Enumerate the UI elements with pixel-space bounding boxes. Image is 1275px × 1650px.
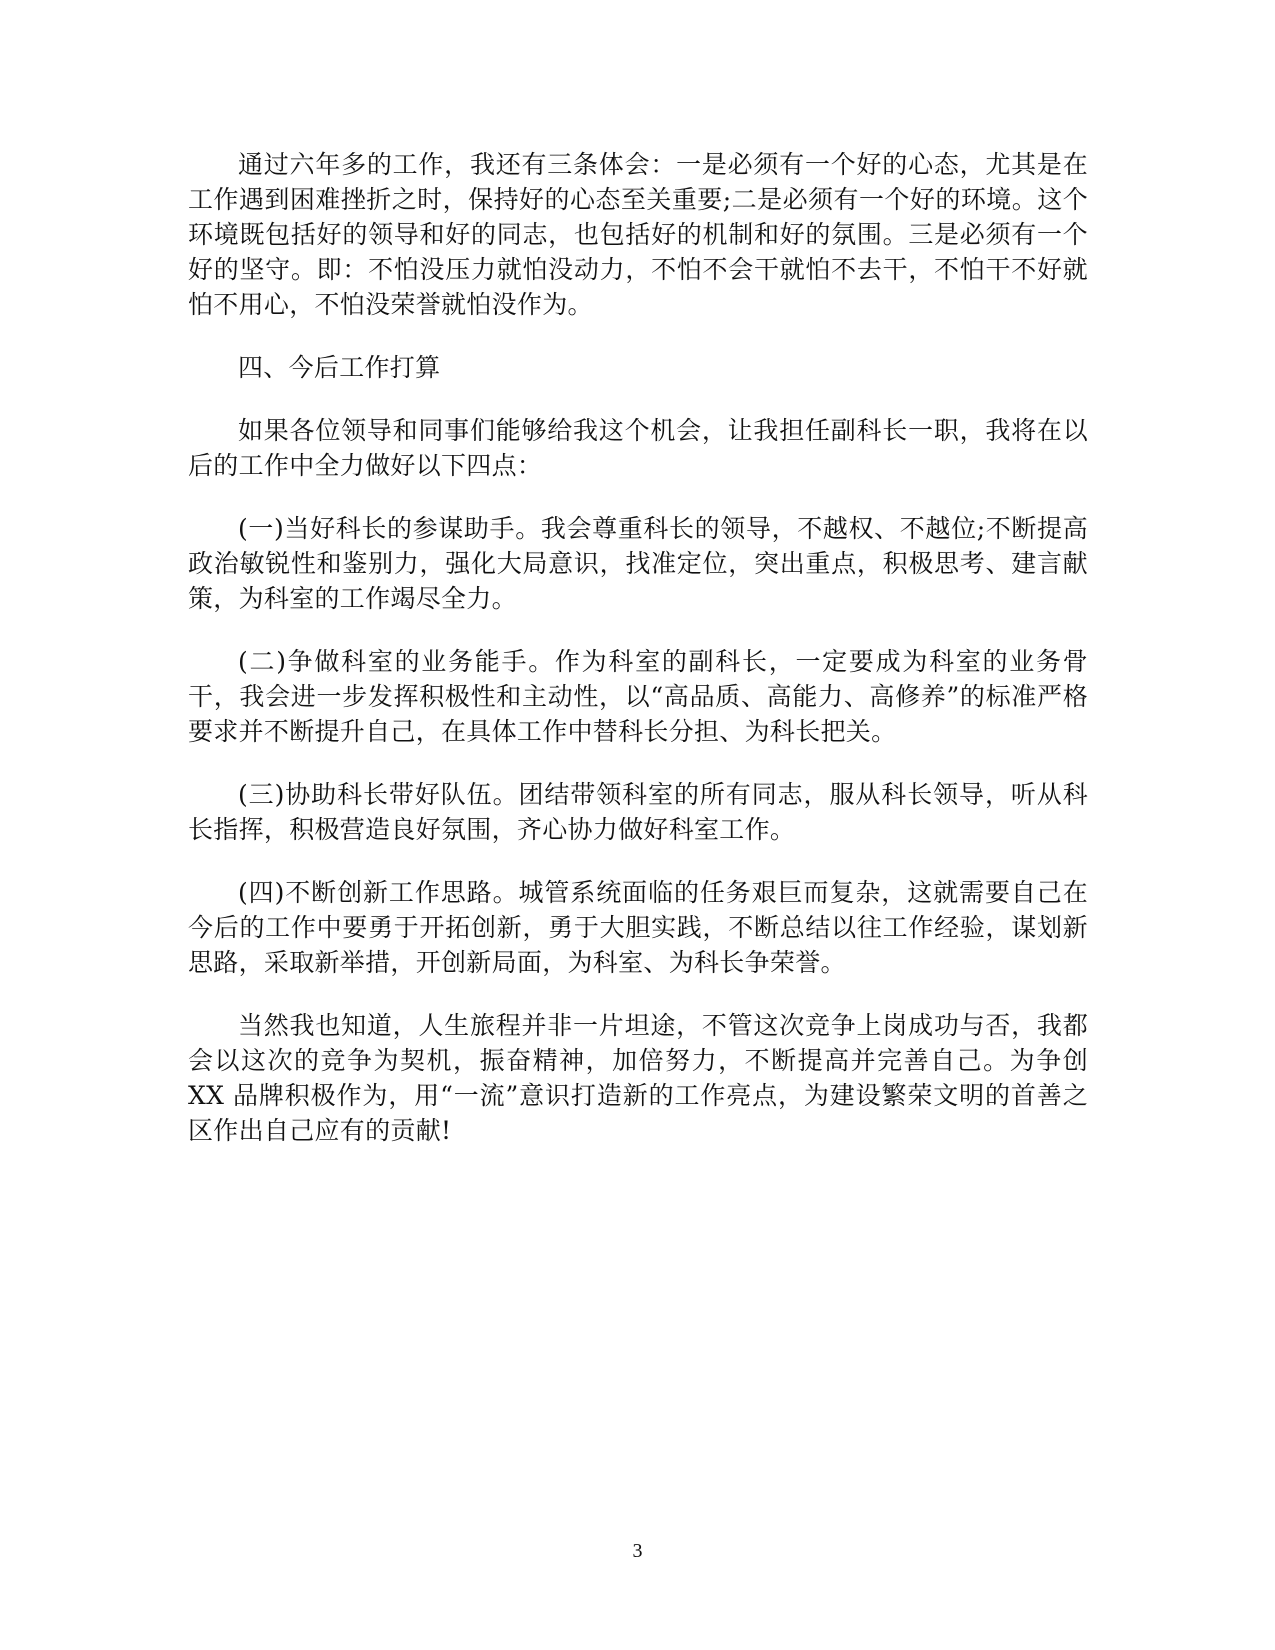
- paragraph-conclusion: 当然我也知道，人生旅程并非一片坦途，不管这次竞争上岗成功与否，我都会以这次的竞争为契机，振奋精神，加倍努力，不断提高并完善自己。为争创 XX 品牌积极作为，用“一流”意识打造新的工作亮点，为建设繁荣文明的首善之区作出自己应有的贡献!: [188, 1011, 1088, 1145]
- page-number: 3: [632, 1540, 643, 1562]
- paragraph-intro-plans: 如果各位领导和同事们能够给我这个机会，让我担任副科长一职，我将在以后的工作中全力做好以下四点：: [188, 416, 1088, 480]
- body-text: [188, 147, 1088, 1176]
- paragraph-point-two: (二)争做科室的业务能手。作为科室的副科长，一定要成为科室的业务骨干，我会进一步发挥积极性和主动性，以“高品质、高能力、高修养”的标准严格要求并不断提升自己，在具体工作中替科长分担、为科长把关。: [188, 647, 1088, 746]
- paragraph-point-four: (四)不断创新工作思路。城管系统面临的任务艰巨而复杂，这就需要自己在今后的工作中要勇于开拓创新，勇于大胆实践，不断总结以往工作经验，谋划新思路，采取新举措，开创新局面，为科室、为科长争荣誉。: [188, 878, 1088, 977]
- paragraph-point-three: (三)协助科长带好队伍。团结带领科室的所有同志，服从科长领导，听从科长指挥，积极营造良好氛围，齐心协力做好科室工作。: [188, 780, 1088, 844]
- section-heading-future-plans: 四、今后工作打算: [238, 353, 441, 382]
- paragraph-point-one: (一)当好科长的参谋助手。我会尊重科长的领导，不越权、不越位;不断提高政治敏锐性和鉴别力，强化大局意识，找准定位，突出重点，积极思考、建言献策，为科室的工作竭尽全力。: [188, 514, 1088, 613]
- paragraph-experience: 通过六年多的工作，我还有三条体会：一是必须有一个好的心态，尤其是在工作遇到困难挫折之时，保持好的心态至关重要;二是必须有一个好的环境。这个环境既包括好的领导和好的同志，也包括好的机制和好的氛围。三是必须有一个好的坚守。即：不怕没压力就怕没动力，不怕不会干就怕不去干，不怕干不好就怕不用心，不怕没荣誉就怕没作为。: [188, 150, 1088, 319]
